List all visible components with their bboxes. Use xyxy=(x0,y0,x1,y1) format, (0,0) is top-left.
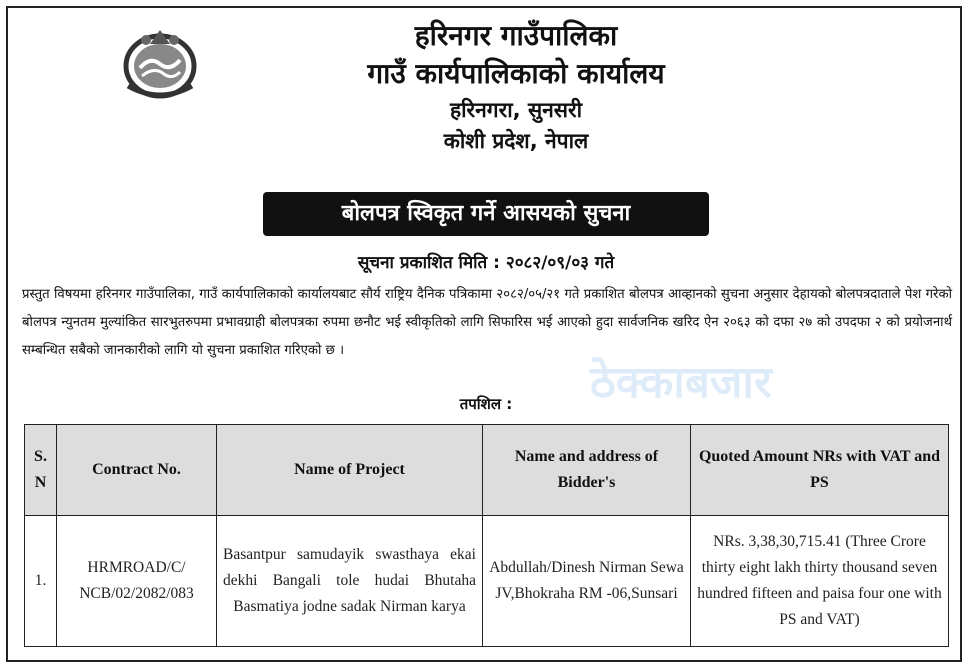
cell-sn: 1. xyxy=(25,516,57,647)
col-header-sn: S. N xyxy=(25,425,57,516)
details-label: तपशिल : xyxy=(459,395,513,413)
municipality-name: हरिनगर गाउँपालिका xyxy=(414,19,618,52)
office-name: गाउँ कार्यपालिकाको कार्यालय xyxy=(367,57,665,90)
cell-amount: NRs. 3,38,30,715.41 (Three Crore thirty eight lakh thirty thousand seven hundred fifteen and paisa four one with PS and VAT) xyxy=(691,516,949,647)
office-location: हरिनगरा, सुनसरी xyxy=(449,98,583,122)
office-header xyxy=(0,19,972,153)
col-header-contract: Contract No. xyxy=(57,425,217,516)
table-header-row xyxy=(25,425,949,516)
col-header-bidder: Name and address of Bidder's xyxy=(483,425,691,516)
notice-title: बोलपत्र स्विकृत गर्ने आसयको सुचना xyxy=(263,192,709,236)
cell-project-name: Basantpur samudayik swasthaya ekai dekhi Bangali tole hudai Bhutaha Basmatiya jodne sadak Nirman karya xyxy=(217,516,483,647)
col-header-project: Name of Project xyxy=(217,425,483,516)
office-province: कोशी प्रदेश, नेपाल xyxy=(443,129,589,153)
cell-bidder: Abdullah/Dinesh Nirman Sewa JV,Bhokraha RM -06,Sunsari xyxy=(483,516,691,647)
published-date: सूचना प्रकाशित मिति : २०८२/०९/०३ गते xyxy=(357,253,615,273)
watermark-text: ठेक्काबजार xyxy=(590,357,772,408)
notice-body: प्रस्तुत विषयमा हरिनगर गाउँपालिका, गाउँ कार्यपालिकाको कार्यालयबाट सौर्य राष्ट्रिय दैनिक पत्रिकामा २०८२/०५/२१ गते प्रकाशित बोलपत्र आव्हानको सुचना अनुसार देहायको बोलपत्रदाताले पेश गरेको बोलपत्र न्युनतम मुल्यांकित सारभुतरुपमा प्रभावग्राही बोलपत्रका रुपमा छनौट भई स्वीकृतिको लागि सिफारिस भई आएको हुदा सार्वजनिक खरिद ऐन २०६३ को दफा २७ को उपदफा २ को प्रयोजनार्थ सम्बन्धित सबैको जानकारीको लागि यो सुचना प्रकाशित गरिएको छ । xyxy=(22,287,952,358)
table-row xyxy=(25,516,949,647)
cell-contract-no: HRMROAD/C/ NCB/02/2082/083 xyxy=(57,516,217,647)
details-table xyxy=(24,424,949,647)
col-header-amount: Quoted Amount NRs with VAT and PS xyxy=(691,425,949,516)
